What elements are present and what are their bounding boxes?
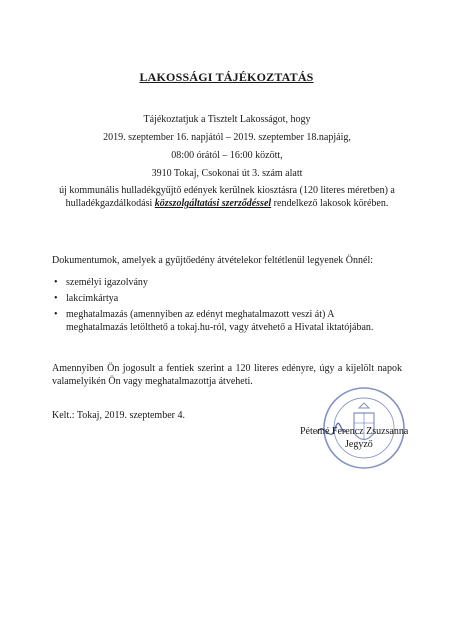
documents-intro: Dokumentumok, amelyek a gyűjtőedény átvételekor feltétlenül legyenek Önnél: — [52, 255, 374, 266]
announcement-emphasis: közszolgáltatási szerződéssel — [154, 198, 272, 209]
intro-hours: 08:00 órától – 16:00 között, — [171, 150, 283, 161]
announcement-text-before: új kommunális hulladékgyűjtő edények kerülnek kiosztásra (120 literes méretben) a hulladékgazdálkodási — [59, 185, 395, 209]
list-item: • lakcímkártya — [52, 292, 397, 305]
documents-list — [52, 276, 397, 337]
list-item: • meghatalmazás (amennyiben az edényt meghatalmazott veszi át) A meghatalmazás letölthető a tokaj.hu-ról, vagy átvehető a Hivatal iktatójában. — [52, 308, 397, 334]
announcement-paragraph — [52, 184, 402, 210]
date-line: Kelt.: Tokaj, 2019. szeptember 4. — [52, 410, 185, 421]
announcement-text-after: rendelkező lakosok körében. — [271, 198, 389, 209]
intro-line: Tájékoztatjuk a Tisztelt Lakosságot, hogy — [143, 114, 311, 125]
list-item: • személyi igazolvány — [52, 276, 397, 289]
signatory-name: Pétemé Ferencz Zsuzsanna — [300, 426, 409, 437]
intro-address: 3910 Tokaj, Csokonai út 3. szám alatt — [151, 168, 303, 179]
eligibility-paragraph: Amennyiben Ön jogosult a fentiek szerint a 120 literes edényre, úgy a kijelölt napok valamelyikén Ön vagy meghatalmazottja átveheti. — [52, 363, 402, 387]
intro-dates: 2019. szeptember 16. napjától – 2019. szeptember 18.napjáig, — [103, 132, 351, 143]
document-title: LAKOSSÁGI TÁJÉKOZTATÁS — [139, 70, 314, 84]
signatory-role: Jegyző — [345, 439, 373, 450]
